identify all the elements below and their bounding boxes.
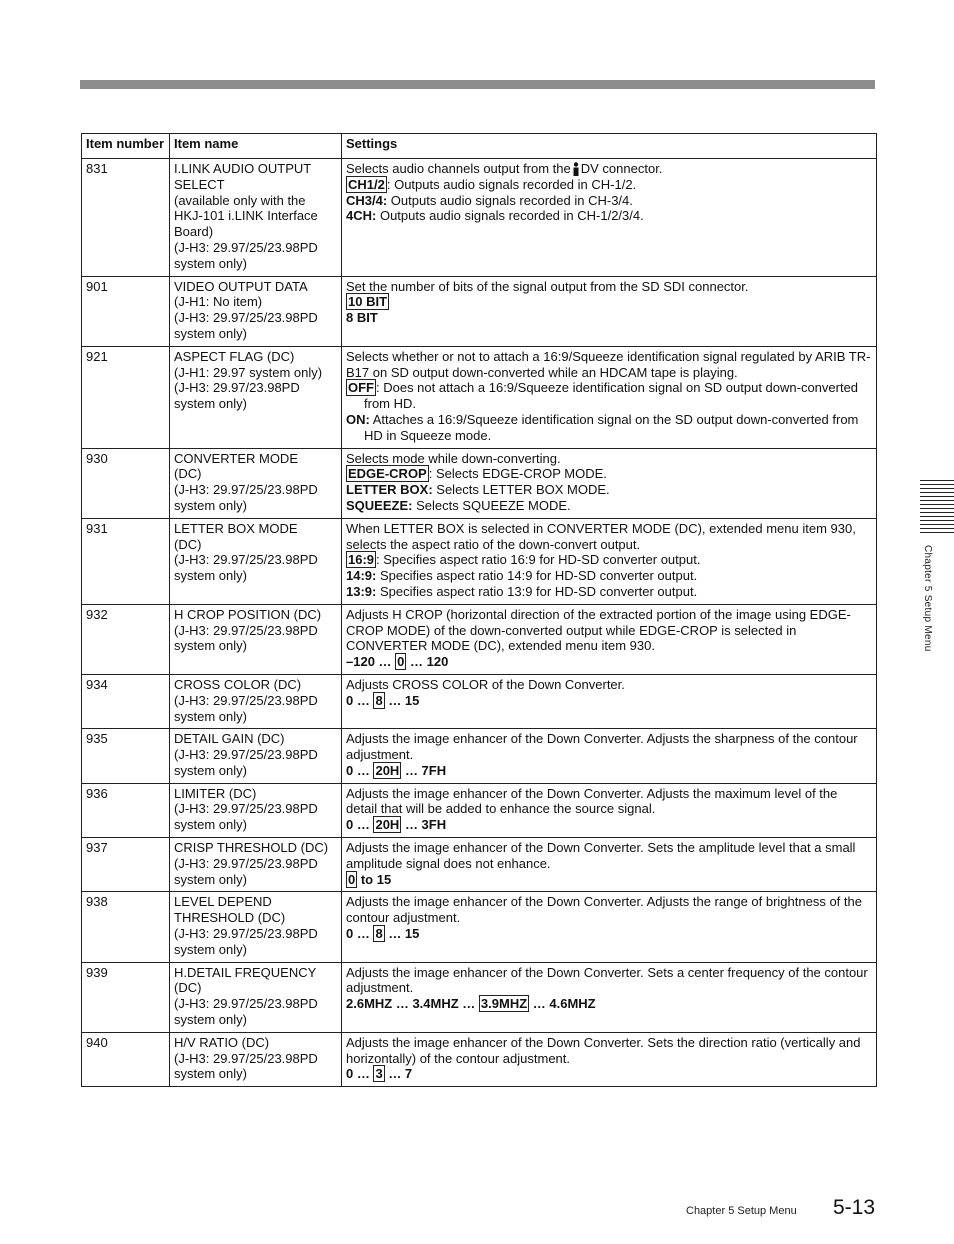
description-text: Adjusts CROSS COLOR of the Down Converter.: [346, 676, 625, 692]
item-name-line: Board): [174, 224, 214, 240]
option-label: CH3/4:: [346, 192, 388, 208]
item-name-cell: [170, 1032, 342, 1086]
item-name-line: (J-H3: 29.97/25/23.98PD: [174, 692, 318, 708]
item-name-line: CROSS COLOR (DC): [174, 676, 302, 692]
side-chapter-label: Chapter 5 Setup Menu: [922, 545, 933, 652]
item-name-line: THRESHOLD (DC): [174, 910, 286, 926]
item-name-line: (J-H3: 29.97/25/23.98PD: [174, 801, 318, 817]
option-label: LETTER BOX:: [346, 482, 433, 498]
range-default-value: 20H: [375, 762, 400, 778]
description-text: Adjusts H CROP (horizontal direction of the extracted portion of the image using EDGE-CROP MODE) of the down-converted output while EDGE-CROP is selected in CONVERTER MODE (DC), extended menu item 930.: [346, 606, 851, 654]
default-option-label: 16:9: [348, 552, 375, 568]
option-label: ON:: [346, 411, 370, 427]
settings-description: [346, 965, 872, 997]
table-row: [82, 838, 877, 892]
chapter-thumb-tab: [920, 480, 954, 536]
setting-range: [346, 1066, 872, 1082]
item-name-line: (J-H1: No item): [174, 294, 263, 310]
item-name-line: system only): [174, 1066, 247, 1082]
item-name-line: CRISP THRESHOLD (DC): [174, 840, 329, 856]
table-row: [82, 518, 877, 604]
description-text: Adjusts the image enhancer of the Down Converter. Sets a center frequency of the contour adjustment.: [346, 964, 868, 996]
setting-option: [346, 294, 872, 310]
default-option-label: CH1/2: [348, 176, 385, 192]
description-text: Adjusts the image enhancer of the Down Converter. Adjusts the sharpness of the contour adjustment.: [346, 731, 858, 763]
item-name-line: system only): [174, 762, 247, 778]
item-name-line: (DC): [174, 536, 202, 552]
item-name-line: HKJ-101 i.LINK Interface: [174, 208, 318, 224]
settings-cell: [342, 962, 877, 1032]
settings-cell: [342, 838, 877, 892]
settings-description: [346, 607, 872, 654]
range-pre: –120 …: [346, 654, 396, 670]
item-number-cell: 831: [82, 159, 170, 277]
range-pre: 0 …: [346, 762, 374, 778]
item-name-line: LIMITER (DC): [174, 785, 257, 801]
default-option-label: EDGE-CROP: [348, 466, 427, 482]
range-pre: 0 …: [346, 926, 374, 942]
item-name-line: (J-H3: 29.97/25/23.98PD: [174, 855, 318, 871]
item-name-line: system only): [174, 1012, 247, 1028]
option-text: Attaches a 16:9/Squeeze identification signal on the SD output down-converted from HD in Squeeze mode.: [364, 411, 859, 443]
settings-cell: [342, 346, 877, 448]
settings-cell: [342, 518, 877, 604]
setting-range: [346, 996, 872, 1012]
table-body: [82, 159, 877, 1087]
settings-cell: [342, 674, 877, 728]
option-text: Selects SQUEEZE MODE.: [412, 497, 571, 513]
setting-range: [346, 926, 872, 942]
item-name-line: system only): [174, 497, 247, 513]
description-text: Adjusts the image enhancer of the Down Converter. Adjusts the maximum level of the detail that will be added to enhance the source signal.: [346, 785, 838, 817]
range-default-value: 0: [397, 654, 405, 670]
range-pre: 2.6MHZ … 3.4MHZ …: [346, 996, 479, 1012]
item-name-line: (J-H3: 29.97/25/23.98PD: [174, 622, 318, 638]
settings-cell: [342, 448, 877, 518]
footer-chapter-label: Chapter 5 Setup Menu: [686, 1205, 797, 1217]
item-name-cell: [170, 729, 342, 783]
item-number-cell: 940: [82, 1032, 170, 1086]
item-name-line: (DC): [174, 980, 202, 996]
table-row: [82, 346, 877, 448]
table-row: [82, 729, 877, 783]
settings-description: [346, 521, 872, 553]
settings-cell: [342, 1032, 877, 1086]
range-pre: 0 …: [346, 817, 374, 833]
settings-description: [346, 279, 872, 295]
range-default-value: 20H: [375, 817, 400, 833]
item-name-line: I.LINK AUDIO OUTPUT: [174, 161, 312, 176]
settings-description: [346, 677, 872, 693]
item-name-line: (J-H3: 29.97/25/23.98PD: [174, 996, 318, 1012]
item-name-line: system only): [174, 941, 247, 957]
settings-description: [346, 349, 872, 381]
item-name-line: system only): [174, 255, 247, 271]
settings-cell: [342, 729, 877, 783]
item-name-cell: [170, 159, 342, 277]
setting-range: [346, 872, 872, 888]
option-label: 14:9:: [346, 568, 377, 584]
description-text: Selects whether or not to attach a 16:9/Squeeze identification signal regulated by ARIB TR-B17 on SD output down-converted while an HDCAM tape is playing.: [346, 348, 871, 380]
item-name-cell: [170, 674, 342, 728]
setting-option: [346, 310, 872, 326]
item-number-cell: 937: [82, 838, 170, 892]
top-rule: [80, 80, 875, 89]
item-name-line: (available only with the: [174, 192, 306, 208]
header-item-number: Item number: [82, 134, 170, 159]
item-number-cell: 901: [82, 276, 170, 346]
range-default-value: 3: [375, 1066, 383, 1082]
option-label: SQUEEZE:: [346, 497, 413, 513]
table-row: [82, 783, 877, 837]
item-number-cell: 931: [82, 518, 170, 604]
setting-option: [346, 177, 872, 193]
item-name-line: system only): [174, 568, 247, 584]
setting-option: [346, 193, 872, 209]
settings-cell: [342, 276, 877, 346]
range-default-value: 3.9MHZ: [480, 996, 528, 1012]
description-text: Set the number of bits of the signal output from the SD SDI connector.: [346, 278, 749, 294]
range-post: … 15: [384, 926, 420, 942]
settings-description: [346, 161, 872, 177]
setting-option: [346, 584, 872, 600]
item-name-line: (J-H3: 29.97/25/23.98PD: [174, 926, 318, 942]
setting-range: [346, 817, 872, 833]
table-row: [82, 276, 877, 346]
table-header-row: [82, 134, 877, 159]
range-pre: 0 …: [346, 692, 374, 708]
item-name-line: LETTER BOX MODE: [174, 520, 298, 536]
item-name-line: (J-H3: 29.97/25/23.98PD: [174, 1050, 318, 1066]
option-text: : Does not attach a 16:9/Squeeze identification signal on SD output down-converted from HD.: [364, 380, 859, 412]
item-name-line: (J-H3: 29.97/25/23.98PD: [174, 482, 318, 498]
range-pre: 0 …: [346, 1066, 374, 1082]
setting-option: [346, 498, 872, 514]
item-name-line: system only): [174, 638, 247, 654]
item-number-cell: 921: [82, 346, 170, 448]
option-text: : Outputs audio signals recorded in CH-1/2.: [386, 176, 637, 192]
description-text: Selects mode while down-converting.: [346, 450, 561, 466]
option-text: Outputs audio signals recorded in CH-3/4.: [387, 192, 633, 208]
range-default-value: 8: [375, 692, 383, 708]
settings-cell: [342, 783, 877, 837]
item-name-line: (J-H3: 29.97/25/23.98PD: [174, 747, 318, 763]
item-name-cell: [170, 346, 342, 448]
description-suffix: DV connector.: [580, 161, 663, 176]
settings-cell: [342, 604, 877, 674]
range-post: … 120: [406, 654, 449, 670]
header-settings: Settings: [342, 134, 877, 159]
default-option-label: 10 BIT: [348, 294, 388, 310]
item-name-cell: [170, 962, 342, 1032]
settings-cell: [342, 159, 877, 277]
table-row: [82, 604, 877, 674]
option-text: : Selects EDGE-CROP MODE.: [428, 466, 607, 482]
item-name-line: (J-H3: 29.97/25/23.98PD: [174, 552, 318, 568]
description-text: When LETTER BOX is selected in CONVERTER MODE (DC), extended menu item 930, selects the aspect ratio of the down-convert output.: [346, 520, 856, 552]
description-text: Adjusts the image enhancer of the Down Converter. Sets the amplitude level that a small amplitude signal does not enhance.: [346, 840, 856, 871]
range-post: to 15: [357, 871, 392, 887]
item-name-line: ASPECT FLAG (DC): [174, 348, 295, 364]
setup-menu-table: [81, 133, 877, 1087]
ilink-icon: [572, 162, 580, 176]
option-text: Outputs audio signals recorded in CH-1/2/3/4.: [376, 208, 644, 224]
description-text: Adjusts the image enhancer of the Down Converter. Sets the direction ratio (vertically and horizontally) of the contour adjustment.: [346, 1034, 861, 1066]
description-text: Selects audio channels output from the: [346, 161, 571, 176]
option-label: 4CH:: [346, 208, 377, 224]
item-name-line: system only): [174, 396, 247, 412]
setting-option: [346, 482, 872, 498]
range-post: … 3FH: [401, 817, 447, 833]
item-name-line: system only): [174, 871, 247, 887]
setting-range: [346, 693, 872, 709]
item-name-cell: [170, 448, 342, 518]
item-name-line: H.DETAIL FREQUENCY: [174, 964, 317, 980]
item-number-cell: 932: [82, 604, 170, 674]
item-name-line: system only): [174, 325, 247, 341]
setting-range: [346, 763, 872, 779]
range-default-value: 0: [348, 871, 356, 887]
table-row: [82, 448, 877, 518]
table-row: [82, 159, 877, 277]
setting-range: [346, 654, 872, 670]
range-post: … 4.6MHZ: [529, 996, 596, 1012]
setting-option: [346, 208, 872, 224]
item-number-cell: 930: [82, 448, 170, 518]
table-row: [82, 1032, 877, 1086]
item-name-line: VIDEO OUTPUT DATA: [174, 278, 308, 294]
option-text: Specifies aspect ratio 13:9 for HD-SD converter output.: [376, 583, 698, 599]
settings-description: [346, 840, 872, 872]
range-default-value: 8: [375, 926, 383, 942]
option-text: Selects LETTER BOX MODE.: [432, 482, 610, 498]
item-name-line: (DC): [174, 466, 202, 482]
range-post: … 15: [384, 692, 420, 708]
settings-description: [346, 451, 872, 467]
page-number: 5-13: [833, 1196, 876, 1219]
setting-option: [346, 466, 872, 482]
item-name-line: H/V RATIO (DC): [174, 1034, 270, 1050]
item-number-cell: 936: [82, 783, 170, 837]
item-number-cell: 934: [82, 674, 170, 728]
default-option-label: OFF: [348, 380, 374, 396]
option-label: 13:9:: [346, 583, 377, 599]
header-item-name: Item name: [170, 134, 342, 159]
settings-description: [346, 786, 872, 818]
item-number-cell: 939: [82, 962, 170, 1032]
item-number-cell: 938: [82, 892, 170, 962]
settings-cell: [342, 892, 877, 962]
table-row: [82, 892, 877, 962]
item-name-line: (J-H3: 29.97/23.98PD: [174, 380, 300, 396]
item-name-line: (J-H3: 29.97/25/23.98PD: [174, 239, 318, 255]
item-name-line: SELECT: [174, 176, 225, 192]
item-name-line: system only): [174, 817, 247, 833]
item-name-cell: [170, 838, 342, 892]
setting-option: [346, 552, 872, 568]
setting-option: [346, 380, 872, 412]
item-name-line: (J-H1: 29.97 system only): [174, 364, 323, 380]
item-name-cell: [170, 276, 342, 346]
settings-description: [346, 1035, 872, 1067]
table-row: [82, 674, 877, 728]
setting-option: [346, 568, 872, 584]
description-text: Adjusts the image enhancer of the Down Converter. Adjusts the range of brightness of the contour adjustment.: [346, 894, 862, 926]
item-name-line: CONVERTER MODE: [174, 450, 298, 466]
item-name-cell: [170, 892, 342, 962]
item-name-line: DETAIL GAIN (DC): [174, 731, 285, 747]
item-name-line: system only): [174, 708, 247, 724]
option-text: : Specifies aspect ratio 16:9 for HD-SD converter output.: [376, 552, 701, 568]
settings-description: [346, 731, 872, 763]
range-post: … 7FH: [401, 762, 447, 778]
setting-option: [346, 412, 872, 444]
item-name-cell: [170, 604, 342, 674]
item-name-cell: [170, 518, 342, 604]
item-name-cell: [170, 783, 342, 837]
range-post: … 7: [384, 1066, 413, 1082]
option-label: 8 BIT: [346, 310, 378, 326]
item-name-line: (J-H3: 29.97/25/23.98PD: [174, 310, 318, 326]
settings-description: [346, 894, 872, 926]
item-name-line: H CROP POSITION (DC): [174, 606, 322, 622]
item-name-line: LEVEL DEPEND: [174, 894, 272, 910]
item-number-cell: 935: [82, 729, 170, 783]
option-text: Specifies aspect ratio 14:9 for HD-SD converter output.: [376, 568, 698, 584]
table-row: [82, 962, 877, 1032]
